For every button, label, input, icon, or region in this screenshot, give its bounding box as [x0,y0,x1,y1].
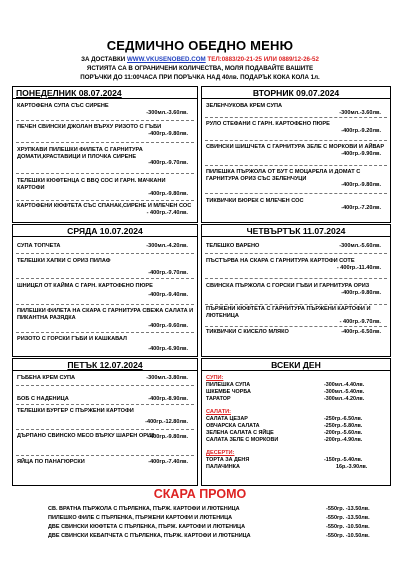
menu-box-monday [12,86,198,223]
menu-item: ГЪБЕНА КРЕМ СУПА [17,375,76,381]
intro-block [0,55,400,82]
intro-line-3: ПОРЪЧКИ ДО 11:00ЧАСА ПРИ ПОРЪЧКА НАД 40лв. ПОДАРЪК КОКА КОЛА 1л. [80,74,320,81]
day-title-tuesday: ВТОРНИК 09.07.2024 [252,88,340,98]
menu-item: РУЛО СТЕФАНИ С ГАРН. КАРТОФЕНО ПЮРЕ -400гр.-9.20лв. [206,121,381,134]
menu-item: ПИЛЕШКИ ФИЛЕТА НА СКАРА С ГАРНИТУРА СВЕЖА САЛАТА И ПИКАНТНА РАЗЯДКА -400гр.-9.60лв. [17,308,194,330]
menu-item-price: -300мл.-5.60лв. [339,243,381,249]
promo-title: СКАРА ПРОМО [153,487,247,501]
menu-item-price: -300мл.-3.80лв. [146,375,188,381]
menu-item: ТЕЛЕШКИ ХАПКИ С ОРИЗ ПИЛАФ -400гр.-9.70лв. [17,258,188,276]
section-label-desserts: ДЕСЕРТИ: [206,450,235,456]
menu-item: ШНИЦЕЛ ОТ КАЙМА С ГАРН. КАРТОФЕНО ПЮРЕ -400гр.-9.40лв. [17,283,188,298]
page-title: СЕДМИЧНО ОБЕДНО МЕНЮ [106,38,294,53]
menu-box-every-day: ВСЕКИ ДЕН СУПИ: ПИЛЕШКА СУПА -300мл.-4.40лв. ШКЕМБЕ ЧОРБА -300мл.-5.40лв. ТАРАТОР -300мл.-4.20лв. САЛАТИ: САЛАТА ЦЕЗАР -250гр.-6.50лв. ОВЧАРСКА САЛАТА -250гр.-5.80лв. ЗЕЛЕНА САЛАТА С ЯЙЦЕ -200гр.-5.60лв. САЛАТА ЗЕЛЕ С МОРКОВИ -200гр.-4.90лв. ДЕСЕРТИ: ТОРТА ЗА ДЕНЯ -150гр.-5.40лв. ПАЛАЧИНКА 16р.-3.90лв. [201,358,391,486]
intro-prefix: ЗА ДОСТАВКИ [81,56,126,63]
section-label-salads: САЛАТИ: [206,409,231,415]
menu-item: СВИНСКА ПЪРЖОЛА С ГОРСКИ ГЪБИ И ГАРНИТУРА ОРИЗ -400гр.-9.80лв. [206,283,381,296]
menu-item-price: -400гр.-7.40лв. [148,459,188,465]
menu-item-price: -400гр.-8.90лв. [148,396,188,402]
menu-box-tuesday [201,86,391,223]
menu-item: ТЕЛЕШКО ВАРЕНО [206,243,260,249]
menu-box-friday [12,358,198,486]
menu-item: ХРУПКАВИ ПИЛЕШКИ ФИЛЕТА С ГАРНИТУРА ДОМАТИ,КРАСТАВИЦИ И ПЛОЧКА СИРЕНЕ -400гр.-9.70лв. [17,147,188,167]
menu-box-thursday [201,224,391,357]
menu-box-wednesday [12,224,198,357]
menu-item: БОБ С НАДЕНИЦА [17,396,69,402]
menu-item: ТЕЛЕШКИ БУРГЕР С ПЪРЖЕНИ КАРТОФИ -400гр.-12.80лв. [17,408,188,425]
menu-item-price: -300мл.-4.20лв. [146,243,188,249]
menu-item: ДЪРПАНО СВИНСКО МЕСО ВЪРХУ ШАРЕН ОРИЗ -400гр.-9.80лв. [17,433,188,440]
day-title-monday: ПОНЕДЕЛНИК 08.07.2024 [16,88,122,98]
phone-numbers: ТЕЛ:0883/20-21-25 ИЛИ 0889/12-26-52 [207,56,319,63]
menu-item: ПИЛЕШКА ПЪРЖОЛА ОТ БУТ С МОЦАРЕЛА И ДОМАТ С ГАРНИТУРА ОРИЗ СЪС ЗЕЛЕНЧУЦИ -400гр.-9.80лв. [206,169,381,189]
menu-item: ПЪРЖЕНИ КЮФТЕТА С ГАРНИТУРА ПЪРЖЕНИ КАРТОФИ И ЛЮТЕНИЦА - 400гр.-9.70лв. [206,306,381,326]
menu-item: ТИКВИЧКИ БЮРЕК С МЛЕЧЕН СОС -400гр.-7.20лв. [206,198,381,211]
section-label-soups: СУПИ: [206,375,224,381]
intro-line-1 [0,55,400,64]
menu-item: ЯЙЦА ПО ПАНАГЮРСКИ [17,459,85,465]
menu-item: СВИНСКИ ШИШЧЕТА С ГАРНИТУРА ЗЕЛЕ С МОРКОВИ И АЙВАР -400гр.-9.90лв. [206,144,385,157]
day-title-thursday: ЧЕТВЪРТЪК 11.07.2024 [246,226,346,236]
day-title-wednesday: СРЯДА 10.07.2024 [67,226,143,236]
menu-item: КАРТОФЕНИ КЮФТЕТА СЪС СПАНАК,СИРЕНЕ И МЛЕЧЕН СОС - 400гр.-7.40лв. [17,203,192,216]
menu-item: ПЪСТЪРВА НА СКАРА С ГАРНИТУРА КАРТОФИ СОТЕ - 400гр.-11.40лв. [206,258,381,271]
menu-item: ЗЕЛЕНЧУКОВА КРЕМ СУПА -300мл.-3.60лв. [206,103,381,116]
menu-item: КАРТОФЕНА СУПА СЪС СИРЕНЕ -300мл.-3.60лв. [17,103,188,116]
website-link[interactable]: WWW.VKUSENOBED.COM [126,56,206,63]
menu-item: РИЗОТО С ГОРСКИ ГЪБИ И КАШКАВАЛ -400гр.-6.90лв. [17,336,188,352]
intro-line-2: ЯСТИЯТА СА В ОГРАНИЧЕНИ КОЛИЧЕСТВА, МОЛЯ ПОДАВАЙТЕ ВАШИТЕ [86,65,314,72]
every-day-title: ВСЕКИ ДЕН [271,360,321,370]
menu-item: СУПА ТОПЧЕТА [17,243,61,249]
menu-item: ТИКВИЧКИ С КИСЕЛО МЛЯКО [206,329,289,335]
menu-item: ТЕЛЕШКИ КЮФТЕНЦА С BBQ СОС И ГАРН. МАЧКАНИ КАРТОФИ -400гр.-9.80лв. [17,178,188,198]
menu-item-price: -400гр.-6.50лв. [341,329,381,335]
day-title-friday: ПЕТЪК 12.07.2024 [67,360,143,370]
menu-item: ПЕЧЕН СВИНСКИ ДЖОЛАН ВЪРХУ РИЗОТО С ГЪБИ -400гр.-9.80лв. [17,124,188,137]
